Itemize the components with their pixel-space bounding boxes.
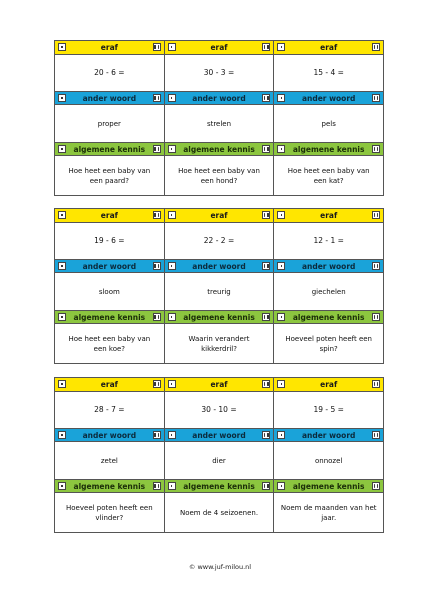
math-task: 20 - 6 = xyxy=(55,54,164,91)
header-algemene-kennis xyxy=(55,310,164,323)
dice-icon xyxy=(277,262,285,270)
header-row-eraf xyxy=(55,209,383,222)
header-ander-woord xyxy=(164,91,274,104)
question-task: Noem de maanden van het jaar. xyxy=(273,492,383,532)
question-task: Noem de 4 seizoenen. xyxy=(164,492,274,532)
header-eraf xyxy=(164,209,274,222)
header-label: ander woord xyxy=(301,93,356,103)
word-task: pels xyxy=(273,104,383,142)
math-task: 19 - 5 = xyxy=(273,391,383,428)
dice-pip xyxy=(267,487,268,488)
header-eraf xyxy=(273,378,383,391)
header-label: eraf xyxy=(210,211,228,220)
header-row-ander-woord xyxy=(55,428,383,441)
dice-icon xyxy=(262,313,270,321)
card-block-1 xyxy=(54,40,384,196)
header-ander-woord xyxy=(164,428,274,441)
header-eraf xyxy=(164,41,274,54)
header-label: ander woord xyxy=(192,261,246,271)
dice-pip xyxy=(377,150,378,151)
dice-icon xyxy=(262,211,270,219)
dice-icon xyxy=(277,482,285,490)
word-task: giechelen xyxy=(273,272,383,310)
word-task: onnozel xyxy=(273,441,383,479)
word-task: proper xyxy=(55,104,164,142)
dice-icon xyxy=(262,380,270,388)
dice-icon xyxy=(153,313,161,321)
dice-pip xyxy=(267,150,268,151)
header-label: ander woord xyxy=(301,430,356,440)
dice-icon xyxy=(58,313,66,321)
dice-icon xyxy=(168,482,176,490)
dice-icon xyxy=(168,145,176,153)
math-task: 19 - 6 = xyxy=(55,222,164,259)
dice-icon xyxy=(372,482,380,490)
word-task: treurig xyxy=(164,272,274,310)
dice-pip xyxy=(267,318,268,319)
math-task: 30 - 10 = xyxy=(164,391,274,428)
dice-icon xyxy=(168,262,176,270)
dice-icon xyxy=(277,313,285,321)
dice-pip xyxy=(158,48,159,49)
header-ander-woord xyxy=(273,428,383,441)
header-label: algemene kennis xyxy=(183,144,255,154)
math-task: 28 - 7 = xyxy=(55,391,164,428)
dice-icon xyxy=(58,43,66,51)
dice-pip xyxy=(377,385,378,386)
header-row-algemene-kennis xyxy=(55,479,383,492)
word-task: dier xyxy=(164,441,274,479)
dice-icon xyxy=(277,43,285,51)
dice-icon xyxy=(372,313,380,321)
word-task: strelen xyxy=(164,104,274,142)
dice-pip xyxy=(158,318,159,319)
dice-icon xyxy=(168,94,176,102)
dice-icon xyxy=(372,43,380,51)
dice-icon xyxy=(153,94,161,102)
math-task: 22 - 2 = xyxy=(164,222,274,259)
header-label: algemene kennis xyxy=(183,312,255,322)
dice-icon xyxy=(277,145,285,153)
header-ander-woord xyxy=(55,428,164,441)
dice-icon xyxy=(168,43,176,51)
header-label: ander woord xyxy=(301,261,356,271)
header-algemene-kennis xyxy=(273,310,383,323)
header-algemene-kennis xyxy=(273,479,383,492)
header-label: algemene kennis xyxy=(292,312,365,322)
dice-icon xyxy=(372,94,380,102)
header-eraf xyxy=(55,209,164,222)
math-task: 30 - 3 = xyxy=(164,54,274,91)
dice-pip xyxy=(158,216,159,217)
dice-icon xyxy=(153,380,161,388)
dice-icon xyxy=(58,431,66,439)
header-row-ander-woord xyxy=(55,259,383,272)
question-task: Hoe heet een baby van een koe? xyxy=(55,323,164,363)
dice-icon xyxy=(262,145,270,153)
dice-pip xyxy=(158,436,159,437)
header-algemene-kennis xyxy=(164,310,274,323)
header-algemene-kennis xyxy=(164,479,274,492)
dice-icon xyxy=(153,262,161,270)
dice-icon xyxy=(277,211,285,219)
dice-icon xyxy=(168,211,176,219)
dice-icon xyxy=(153,145,161,153)
math-row xyxy=(55,54,383,91)
word-row xyxy=(55,104,383,142)
dice-icon xyxy=(372,145,380,153)
header-eraf xyxy=(55,378,164,391)
header-eraf xyxy=(164,378,274,391)
header-label: ander woord xyxy=(82,261,137,271)
header-label: eraf xyxy=(210,380,228,389)
header-algemene-kennis xyxy=(164,142,274,155)
header-label: eraf xyxy=(320,211,338,220)
word-task: zetel xyxy=(55,441,164,479)
question-task: Hoe heet een baby van een kat? xyxy=(273,155,383,195)
dice-icon xyxy=(277,380,285,388)
dice-pip xyxy=(377,318,378,319)
question-row xyxy=(55,492,383,532)
header-label: algemene kennis xyxy=(292,144,365,154)
header-algemene-kennis xyxy=(55,142,164,155)
dice-pip xyxy=(377,48,378,49)
header-ander-woord xyxy=(273,91,383,104)
math-row xyxy=(55,222,383,259)
header-label: ander woord xyxy=(192,430,246,440)
header-ander-woord xyxy=(55,91,164,104)
header-row-algemene-kennis xyxy=(55,142,383,155)
dice-icon xyxy=(58,482,66,490)
header-label: algemene kennis xyxy=(292,481,365,491)
dice-icon xyxy=(153,482,161,490)
dice-icon xyxy=(372,211,380,219)
header-row-eraf xyxy=(55,378,383,391)
header-row-ander-woord xyxy=(55,91,383,104)
dice-icon xyxy=(58,145,66,153)
dice-icon xyxy=(262,431,270,439)
dice-icon xyxy=(153,211,161,219)
dice-icon xyxy=(58,380,66,388)
card-block-3 xyxy=(54,377,384,533)
word-task: sloom xyxy=(55,272,164,310)
header-label: eraf xyxy=(320,380,338,389)
question-task: Hoe heet een baby van een paard? xyxy=(55,155,164,195)
dice-pip xyxy=(158,99,159,100)
dice-pip xyxy=(267,48,268,49)
dice-icon xyxy=(58,262,66,270)
dice-icon xyxy=(58,94,66,102)
dice-icon xyxy=(168,313,176,321)
dice-icon xyxy=(262,482,270,490)
dice-icon xyxy=(153,43,161,51)
footer-credit: © www.juf-milou.nl xyxy=(188,563,252,571)
question-row xyxy=(55,155,383,195)
dice-pip xyxy=(267,99,268,100)
header-eraf xyxy=(273,41,383,54)
word-row xyxy=(55,272,383,310)
dice-icon xyxy=(372,262,380,270)
header-algemene-kennis xyxy=(273,142,383,155)
math-task: 12 - 1 = xyxy=(273,222,383,259)
header-label: eraf xyxy=(100,211,118,220)
dice-icon xyxy=(262,43,270,51)
dice-icon xyxy=(168,431,176,439)
dice-pip xyxy=(158,385,159,386)
header-label: ander woord xyxy=(82,93,137,103)
dice-icon xyxy=(262,94,270,102)
header-label: eraf xyxy=(100,380,118,389)
header-row-algemene-kennis xyxy=(55,310,383,323)
header-eraf xyxy=(55,41,164,54)
header-label: eraf xyxy=(210,43,228,52)
card-block-2 xyxy=(54,208,384,364)
dice-pip xyxy=(158,150,159,151)
question-task: Hoe heet een baby van een hond? xyxy=(164,155,274,195)
dice-pip xyxy=(377,216,378,217)
header-label: algemene kennis xyxy=(183,481,255,491)
question-task: Hoeveel poten heeft een spin? xyxy=(273,323,383,363)
dice-icon xyxy=(262,262,270,270)
math-task: 15 - 4 = xyxy=(273,54,383,91)
header-ander-woord xyxy=(55,259,164,272)
dice-pip xyxy=(377,267,378,268)
dice-pip xyxy=(158,487,159,488)
header-eraf xyxy=(273,209,383,222)
dice-icon xyxy=(168,380,176,388)
dice-icon xyxy=(372,431,380,439)
header-label: algemene kennis xyxy=(73,144,146,154)
dice-pip xyxy=(267,436,268,437)
dice-pip xyxy=(267,385,268,386)
word-row xyxy=(55,441,383,479)
header-ander-woord xyxy=(273,259,383,272)
dice-icon xyxy=(277,94,285,102)
dice-pip xyxy=(158,267,159,268)
question-task: Waarin verandert kikkerdril? xyxy=(164,323,274,363)
header-label: ander woord xyxy=(82,430,137,440)
dice-icon xyxy=(153,431,161,439)
header-label: algemene kennis xyxy=(73,312,146,322)
math-row xyxy=(55,391,383,428)
header-ander-woord xyxy=(164,259,274,272)
dice-icon xyxy=(372,380,380,388)
header-label: eraf xyxy=(100,43,118,52)
dice-pip xyxy=(377,436,378,437)
dice-pip xyxy=(377,487,378,488)
dice-icon xyxy=(277,431,285,439)
question-row xyxy=(55,323,383,363)
dice-icon xyxy=(58,211,66,219)
header-label: eraf xyxy=(320,43,338,52)
dice-pip xyxy=(377,99,378,100)
header-label: ander woord xyxy=(192,93,246,103)
dice-pip xyxy=(267,216,268,217)
header-algemene-kennis xyxy=(55,479,164,492)
header-label: algemene kennis xyxy=(73,481,146,491)
dice-pip xyxy=(267,267,268,268)
header-row-eraf xyxy=(55,41,383,54)
question-task: Hoeveel poten heeft een vlinder? xyxy=(55,492,164,532)
